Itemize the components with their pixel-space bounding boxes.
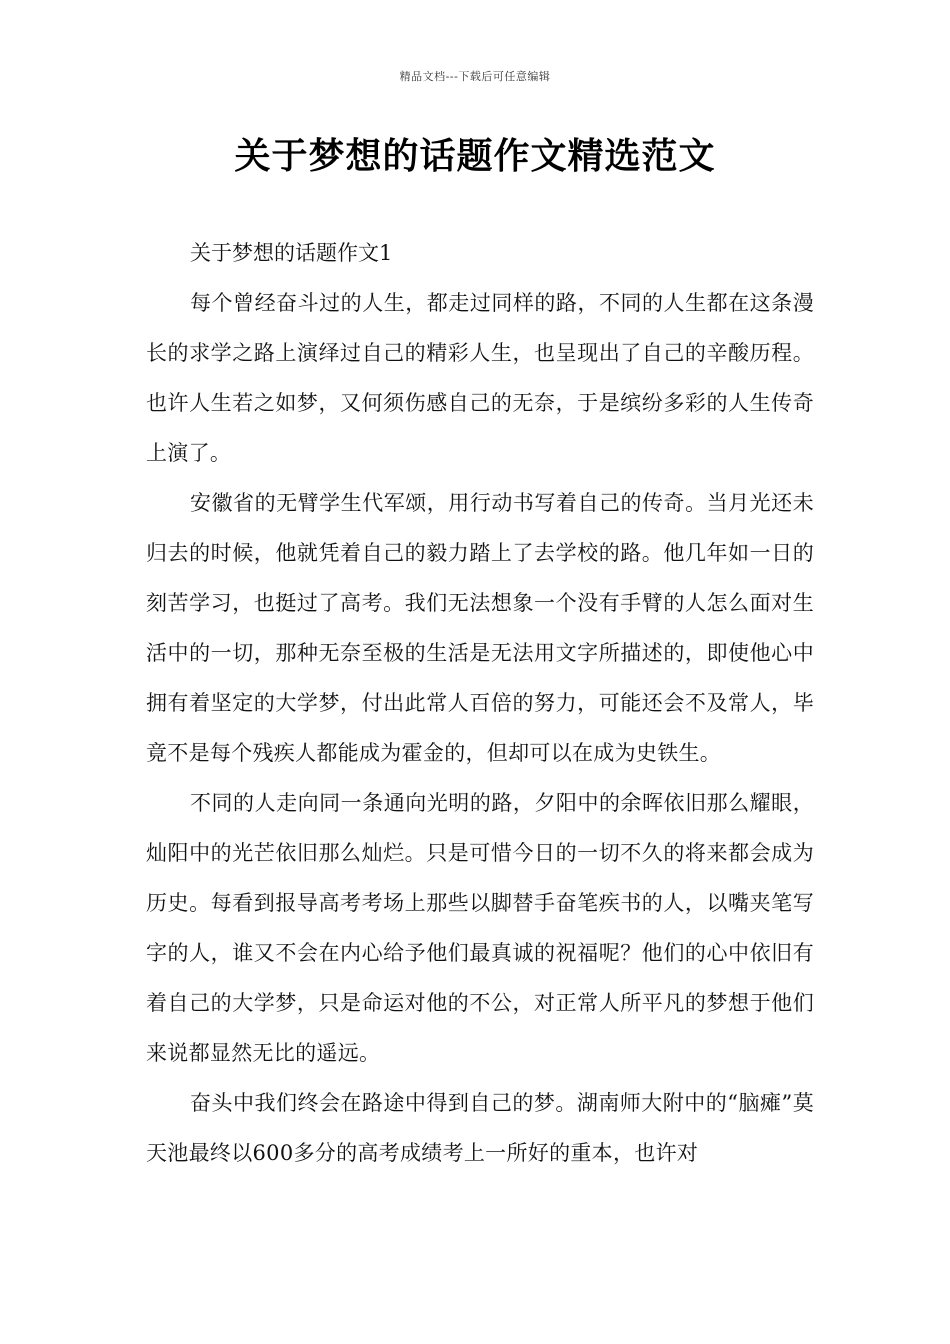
document-title: 关于梦想的话题作文精选范文 xyxy=(234,136,716,177)
paragraph-4: 奋头中我们终会在路途中得到自己的梦。湖南师大附中的“脑瘫”莫天池最终以600多分的高考成绩考上一所好的重本，也许对 xyxy=(146,1091,814,1165)
paragraph-3: 不同的人走向同一条通向光明的路，夕阳中的余晖依旧那么耀眼，灿阳中的光芒依旧那么灿烂。只是可惜今日的一切不久的将来都会成为历史。每看到报导高考考场上那些以脚替手奋笔疾书的人，以嘴夹笔写字的人，谁又不会在内心给予他们最真诚的祝福呢？他们的心中依旧有着自己的大学梦，只是命运对他的不公，对正常人所平凡的梦想于他们来说都显然无比的遥远。 xyxy=(146,791,814,1065)
section-heading: 关于梦想的话题作文1 xyxy=(190,241,393,265)
document-body xyxy=(146,228,814,1178)
paragraph-2: 安徽省的无臂学生代军颂，用行动书写着自己的传奇。当月光还未归去的时候，他就凭着自己的毅力踏上了去学校的路。他几年如一日的刻苦学习，也挺过了高考。我们无法想象一个没有手臂的人怎么面对生活中的一切，那种无奈至极的生活是无法用文字所描述的，即使他心中拥有着坚定的大学梦，付出此常人百倍的努力，可能还会不及常人，毕竟不是每个残疾人都能成为霍金的，但却可以在成为史铁生。 xyxy=(146,491,814,765)
paragraph-1: 每个曾经奋斗过的人生，都走过同样的路，不同的人生都在这条漫长的求学之路上演绎过自己的精彩人生，也呈现出了自己的辛酸历程。也许人生若之如梦，又何须伤感自己的无奈，于是缤纷多彩的人生传奇上演了。 xyxy=(146,291,814,465)
header-note: 精品文档---下载后可任意编辑 xyxy=(399,70,551,83)
